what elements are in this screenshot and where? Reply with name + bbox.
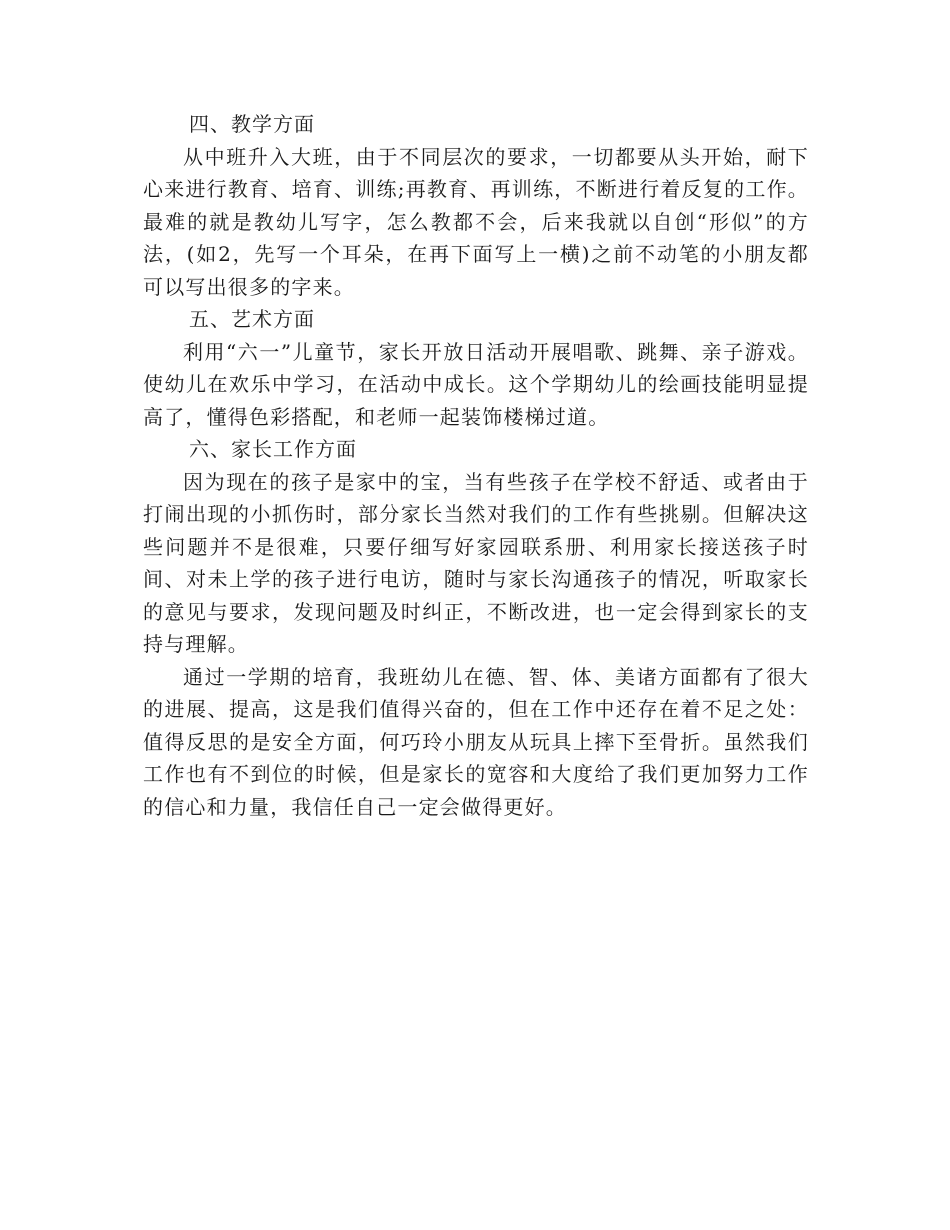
section-art — [143, 303, 809, 433]
section-heading: 六、家长工作方面 — [189, 437, 357, 461]
body-paragraph: 从中班升入大班，由于不同层次的要求，一切都要从头开始，耐下心来进行教育、培育、训练;再教育、再训练，不断进行着反复的工作。最难的就是教幼儿写字，怎么教都不会，后来我就以自创“形似”的方法，(如2，先写一个耳朵，在再下面写上一横)之前不动笔的小朋友都可以写出很多的字来。 — [143, 144, 809, 299]
body-paragraph: 利用“六一”儿童节，家长开放日活动开展唱歌、跳舞、亲子游戏。使幼儿在欢乐中学习，在活动中成长。这个学期幼儿的绘画技能明显提高了，懂得色彩搭配，和老师一起装饰楼梯过道。 — [143, 339, 809, 429]
section-parent-work — [143, 433, 809, 823]
section-teaching — [143, 108, 809, 303]
document-body — [143, 108, 809, 823]
section-heading: 四、教学方面 — [189, 112, 315, 136]
section-heading: 五、艺术方面 — [189, 307, 315, 331]
body-paragraph: 通过一学期的培育，我班幼儿在德、智、体、美诸方面都有了很大的进展、提高，这是我们值得兴奋的，但在工作中还存在着不足之处：值得反思的是安全方面，何巧玲小朋友从玩具上摔下至骨折。虽然我们工作也有不到位的时候，但是家长的宽容和大度给了我们更加努力工作的信心和力量，我信任自己一定会做得更好。 — [143, 664, 809, 819]
body-paragraph: 因为现在的孩子是家中的宝，当有些孩子在学校不舒适、或者由于打闹出现的小抓伤时，部分家长当然对我们的工作有些挑剔。但解决这些问题并不是很难，只要仔细写好家园联系册、利用家长接送孩子时间、对未上学的孩子进行电访，随时与家长沟通孩子的情况，听取家长的意见与要求，发现问题及时纠正，不断改进，也一定会得到家长的支持与理解。 — [143, 469, 809, 656]
